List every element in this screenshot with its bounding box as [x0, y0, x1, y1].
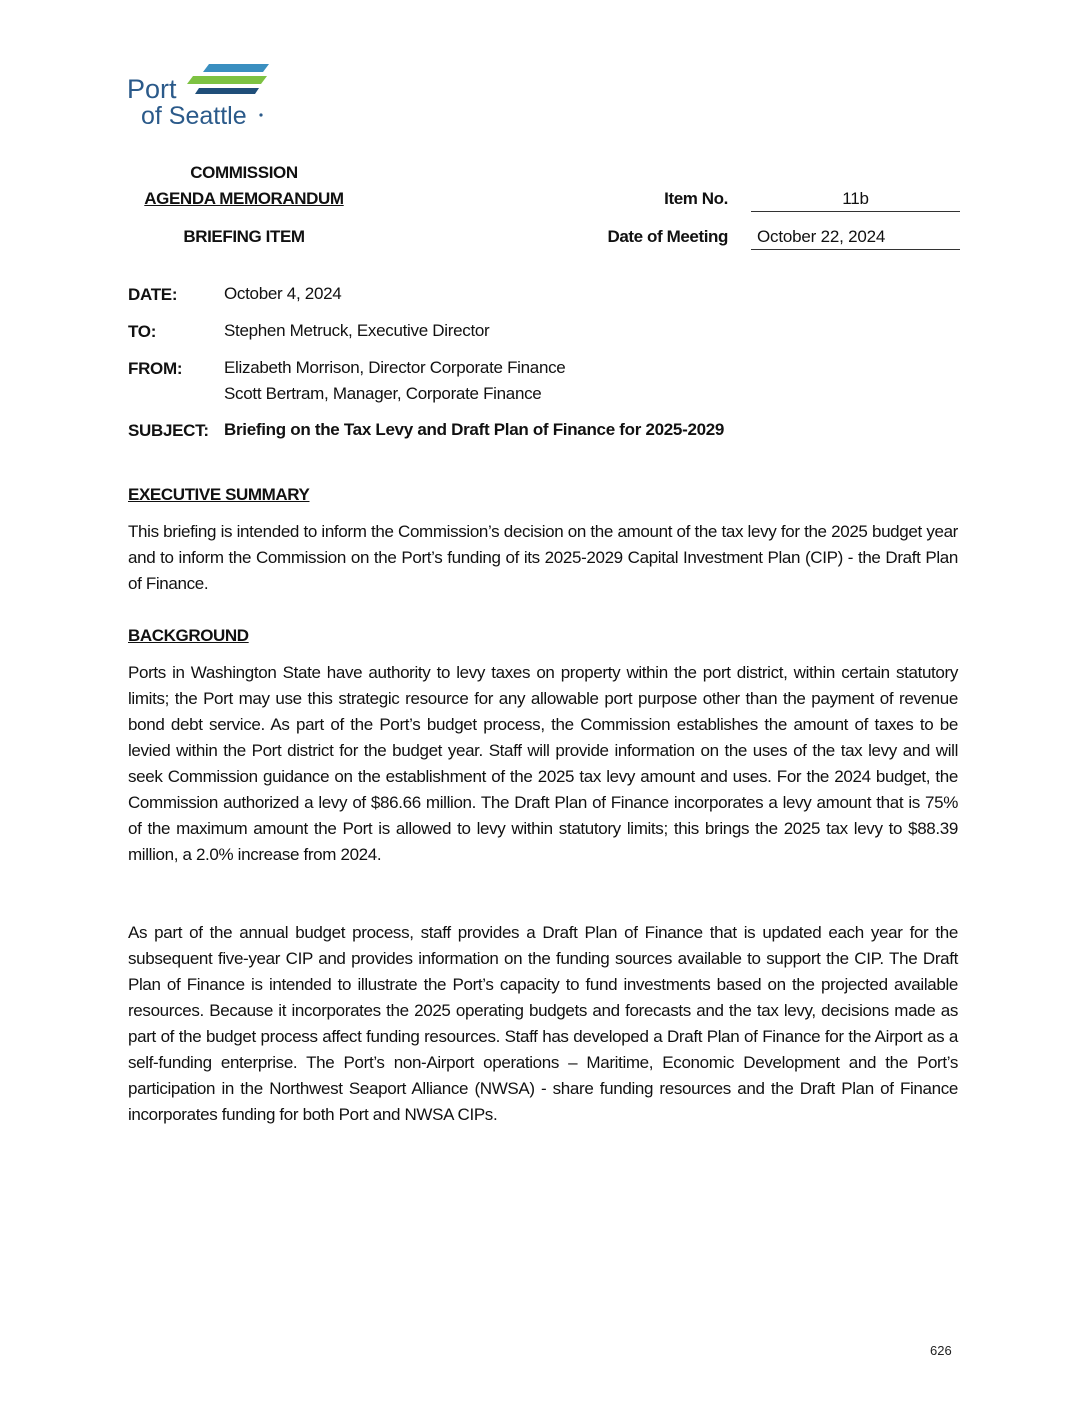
meeting-date-value: October 22, 2024 — [751, 227, 960, 250]
logo-stripe-middle — [187, 76, 267, 84]
memo-to-value: Stephen Metruck, Executive Director — [224, 321, 490, 340]
memo-date-label: DATE: — [128, 285, 178, 304]
page-number: 626 — [930, 1343, 952, 1358]
logo-stripe-top — [203, 64, 269, 72]
memo-subject-value: Briefing on the Tax Levy and Draft Plan of Finance for 2025-2029 — [224, 420, 725, 439]
item-number-value: 11b — [751, 189, 960, 212]
logo-registered-mark — [259, 113, 262, 116]
executive-summary-body: This briefing is intended to inform the Commission’s decision on the amount of the tax levy for the 2025 budget year and to inform the Commission on the Port’s funding of its 2025-2029 Capital Investment Plan (CIP) - the Draft Plan of Finance. — [128, 522, 958, 593]
logo-stripe-bottom — [195, 88, 259, 94]
meeting-date-label: Date of Meeting — [607, 227, 728, 246]
memo-date-value: October 4, 2024 — [224, 284, 342, 303]
background-paragraph-1: Ports in Washington State have authority to levy taxes on property within the port district, within certain statutory limits; the Port may use this strategic resource for any allowable port purpose other than the payment of revenue bond debt service. As part of the Port’s budget process, the Commission establishes the amount of taxes to be levied within the Port district for the budget year. Staff will provide information on the uses of the tax levy and will seek Commission guidance on the establishment of the 2025 tax levy amount and uses. For the 2024 budget, the Commission authorized a levy of $86.66 million. The Draft Plan of Finance incorporates a levy amount that is 75% of the maximum amount the Port is allowed to levy within statutory limits; this brings the 2025 tax levy to $88.39 million, a 2.0% increase from 2024. — [128, 663, 958, 864]
item-number-label: Item No. — [664, 189, 728, 208]
memo-subject-label: SUBJECT: — [128, 421, 209, 440]
memo-from-label: FROM: — [128, 359, 183, 378]
logo-text-of-seattle: of Seattle — [141, 102, 247, 126]
background-paragraph-2: As part of the annual budget process, staff provides a Draft Plan of Finance that is updated each year for the subsequent five-year CIP and provides information on the funding sources available to support the CIP. The Draft Plan of Finance is intended to illustrate the Port’s capacity to fund investments based on the projected available resources. Because it incorporates the 2025 operating budgets and forecasts and the tax levy, decisions made as part of the budget process affect funding resources. Staff has developed a Draft Plan of Finance for the Airport as a self-funding enterprise. The Port’s non-Airport operations – Maritime, Economic Development and the Port’s participation in the Northwest Seaport Alliance (NWSA) - share funding resources and the Draft Plan of Finance incorporates funding for both Port and NWSA CIPs. — [128, 923, 958, 1124]
logo-text-port: Port — [127, 74, 177, 104]
memo-to-label: TO: — [128, 322, 157, 341]
header-briefing-item: BRIEFING ITEM — [183, 227, 305, 246]
header-agenda-memorandum: AGENDA MEMORANDUM — [144, 189, 344, 208]
port-of-seattle-logo — [127, 62, 272, 126]
header-commission: COMMISSION — [190, 163, 298, 182]
memo-from-value-2: Scott Bertram, Manager, Corporate Finance — [224, 384, 542, 403]
executive-summary-heading: EXECUTIVE SUMMARY — [128, 485, 310, 504]
memo-from-value-1: Elizabeth Morrison, Director Corporate Finance — [224, 358, 566, 377]
background-heading: BACKGROUND — [128, 626, 249, 645]
